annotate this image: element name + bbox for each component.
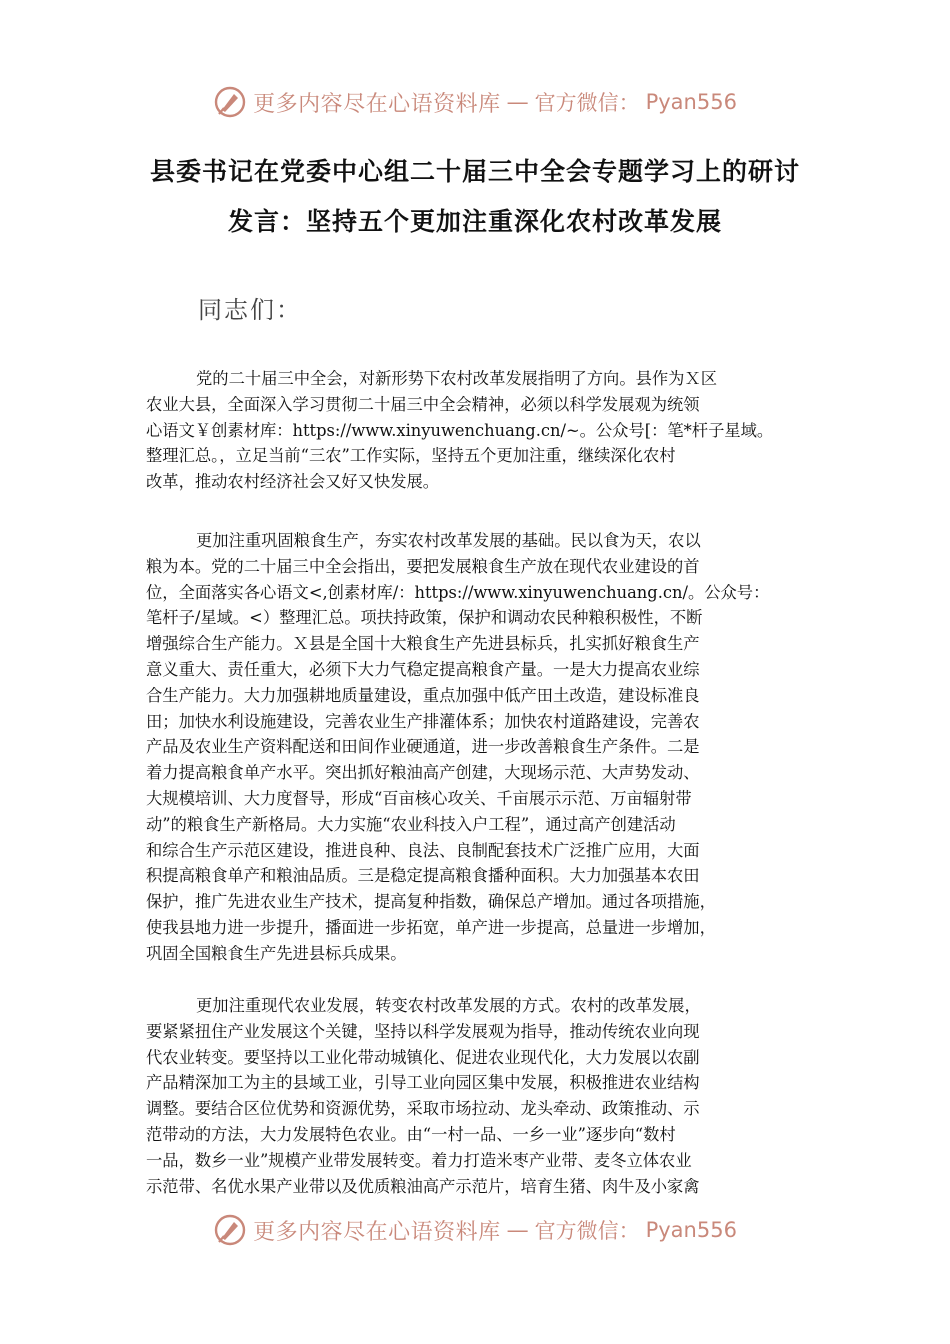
paragraph-3 [146,993,806,1199]
paragraph-line: 积提高粮食单产和粮油品质。三是稳定提高粮食播种面积。大力加强基本农田 [146,866,700,886]
paragraph-line: 大规模培训、大力度督导，形成“百亩核心攻关、千亩展示示范、万亩辐射带 [146,788,692,808]
banner-wechat-id: Pyan556 [645,90,737,114]
document-title-line-1: 县委书记在党委中心组二十届三中全会专题学习上的研讨 [149,157,800,186]
paragraph-2 [146,528,806,967]
banner-separator: — [506,89,529,115]
paragraph-line: 产品精深加工为主的县域工业，引导工业向园区集中发展，积极推进农业结构 [146,1073,700,1093]
banner-text: 更多内容尽在心语资料库 [253,1219,501,1245]
paragraph-line: 动”的粮食生产新格局。大力实施“农业科技入户工程”，通过高产创建活动 [146,814,676,834]
paragraph-1 [146,366,806,495]
paragraph-line: 整理汇总。，立足当前“三农”工作实际，坚持五个更加注重，继续深化农村 [146,446,676,466]
paragraph-line: 合生产能力。大力加强耕地质量建设，重点加强中低产田土改造，建设标准良 [146,685,700,705]
paragraph-line: 和综合生产示范区建设，推进良种、良法、良制配套技术广泛推广应用，大面 [146,840,700,860]
paragraph-line: 更加注重巩固粮食生产，夯实农村改革发展的基础。民以食为天，农以 [196,531,701,550]
paragraph-line: 代农业转变。要坚持以工业化带动城镇化、促进农业现代化，大力发展以农副 [146,1047,700,1067]
document-title-line-2: 发言：坚持五个更加注重深化农村改革发展 [227,207,722,236]
paragraph-line: 更加注重现代农业发展，转变农村改革发展的方式。农村的改革发展， [196,996,701,1015]
paragraph-line: 田；加快水利设施建设，完善农业生产排灌体系；加快农村道路建设，完善农 [146,711,700,731]
footer-watermark-banner [0,1210,950,1250]
banner-text: 更多内容尽在心语资料库 [253,91,501,117]
paragraph-line: 位，全面落实各心语文<,创素材库/：https://www.xinyuwenchuang.cn/。公众号： [146,582,770,602]
pen-nib-logo-icon [213,1213,247,1247]
paragraph-line: 使我县地力进一步提升，播面进一步拓宽，单产进一步提高，总量进一步增加， [146,917,716,937]
paragraph-line: 产品及农业生产资料配送和田间作业硬通道，进一步改善粮食生产条件。二是 [146,737,700,757]
paragraph-line: 调整。要结合区位优势和资源优势，采取市场拉动、龙头牵动、政策推动、示 [146,1099,700,1119]
paragraph-line: 着力提高粮食单产水平。突出抓好粮油高产创建，大现场示范、大声势发动、 [146,763,700,783]
paragraph-line: 笔杆子/星域。<）整理汇总。项扶持政策，保护和调动农民种粮积极性，不断 [146,608,703,628]
paragraph-line: 农业大县，全面深入学习贯彻二十届三中全会精神，必须以科学发展观为统领 [146,394,700,414]
header-watermark-banner [0,82,950,122]
paragraph-line: 改革，推动农村经济社会又好又快发展。 [146,472,440,492]
paragraph-line: 党的二十届三中全会，对新形势下农村改革发展指明了方向。县作为Ｘ区 [196,369,718,388]
paragraph-line: 粮为本。党的二十届三中全会指出，要把发展粮食生产放在现代农业建设的首 [146,556,700,576]
salutation: 同志们： [198,296,302,324]
banner-label: 官方微信： [534,1219,640,1243]
paragraph-line: 一品，数乡一业”规模产业带发展转变。着力打造米枣产业带、麦冬立体农业 [146,1150,692,1170]
banner-separator: — [506,1217,529,1243]
paragraph-line: 意义重大、责任重大，必须下大力气稳定提高粮食产量。一是大力提高农业综 [146,659,700,679]
paragraph-line: 保护，推广先进农业生产技术，提高复种指数，确保总产增加。通过各项措施， [146,892,716,912]
pen-nib-logo-icon [213,85,247,119]
paragraph-line: 巩固全国粮食生产先进县标兵成果。 [146,943,407,963]
paragraph-line: 心语文￥创素材库：https://www.xinyuwenchuang.cn/~。公众号[：笔*杆子星域。 [146,420,774,440]
banner-wechat-id: Pyan556 [645,1218,737,1242]
banner-label: 官方微信： [534,91,640,115]
paragraph-line: 范带动的方法，大力发展特色农业。由“一村一品、一乡一业”逐步向“数村 [146,1124,676,1144]
paragraph-line: 示范带、名优水果产业带以及优质粮油高产示范片，培育生猪、肉牛及小家禽 [146,1176,700,1196]
paragraph-line: 要紧紧扭住产业发展这个关键，坚持以科学发展观为指导，推动传统农业向现 [146,1021,700,1041]
paragraph-line: 增强综合生产能力。Ｘ县是全国十大粮食生产先进县标兵，扎实抓好粮食生产 [146,634,700,654]
